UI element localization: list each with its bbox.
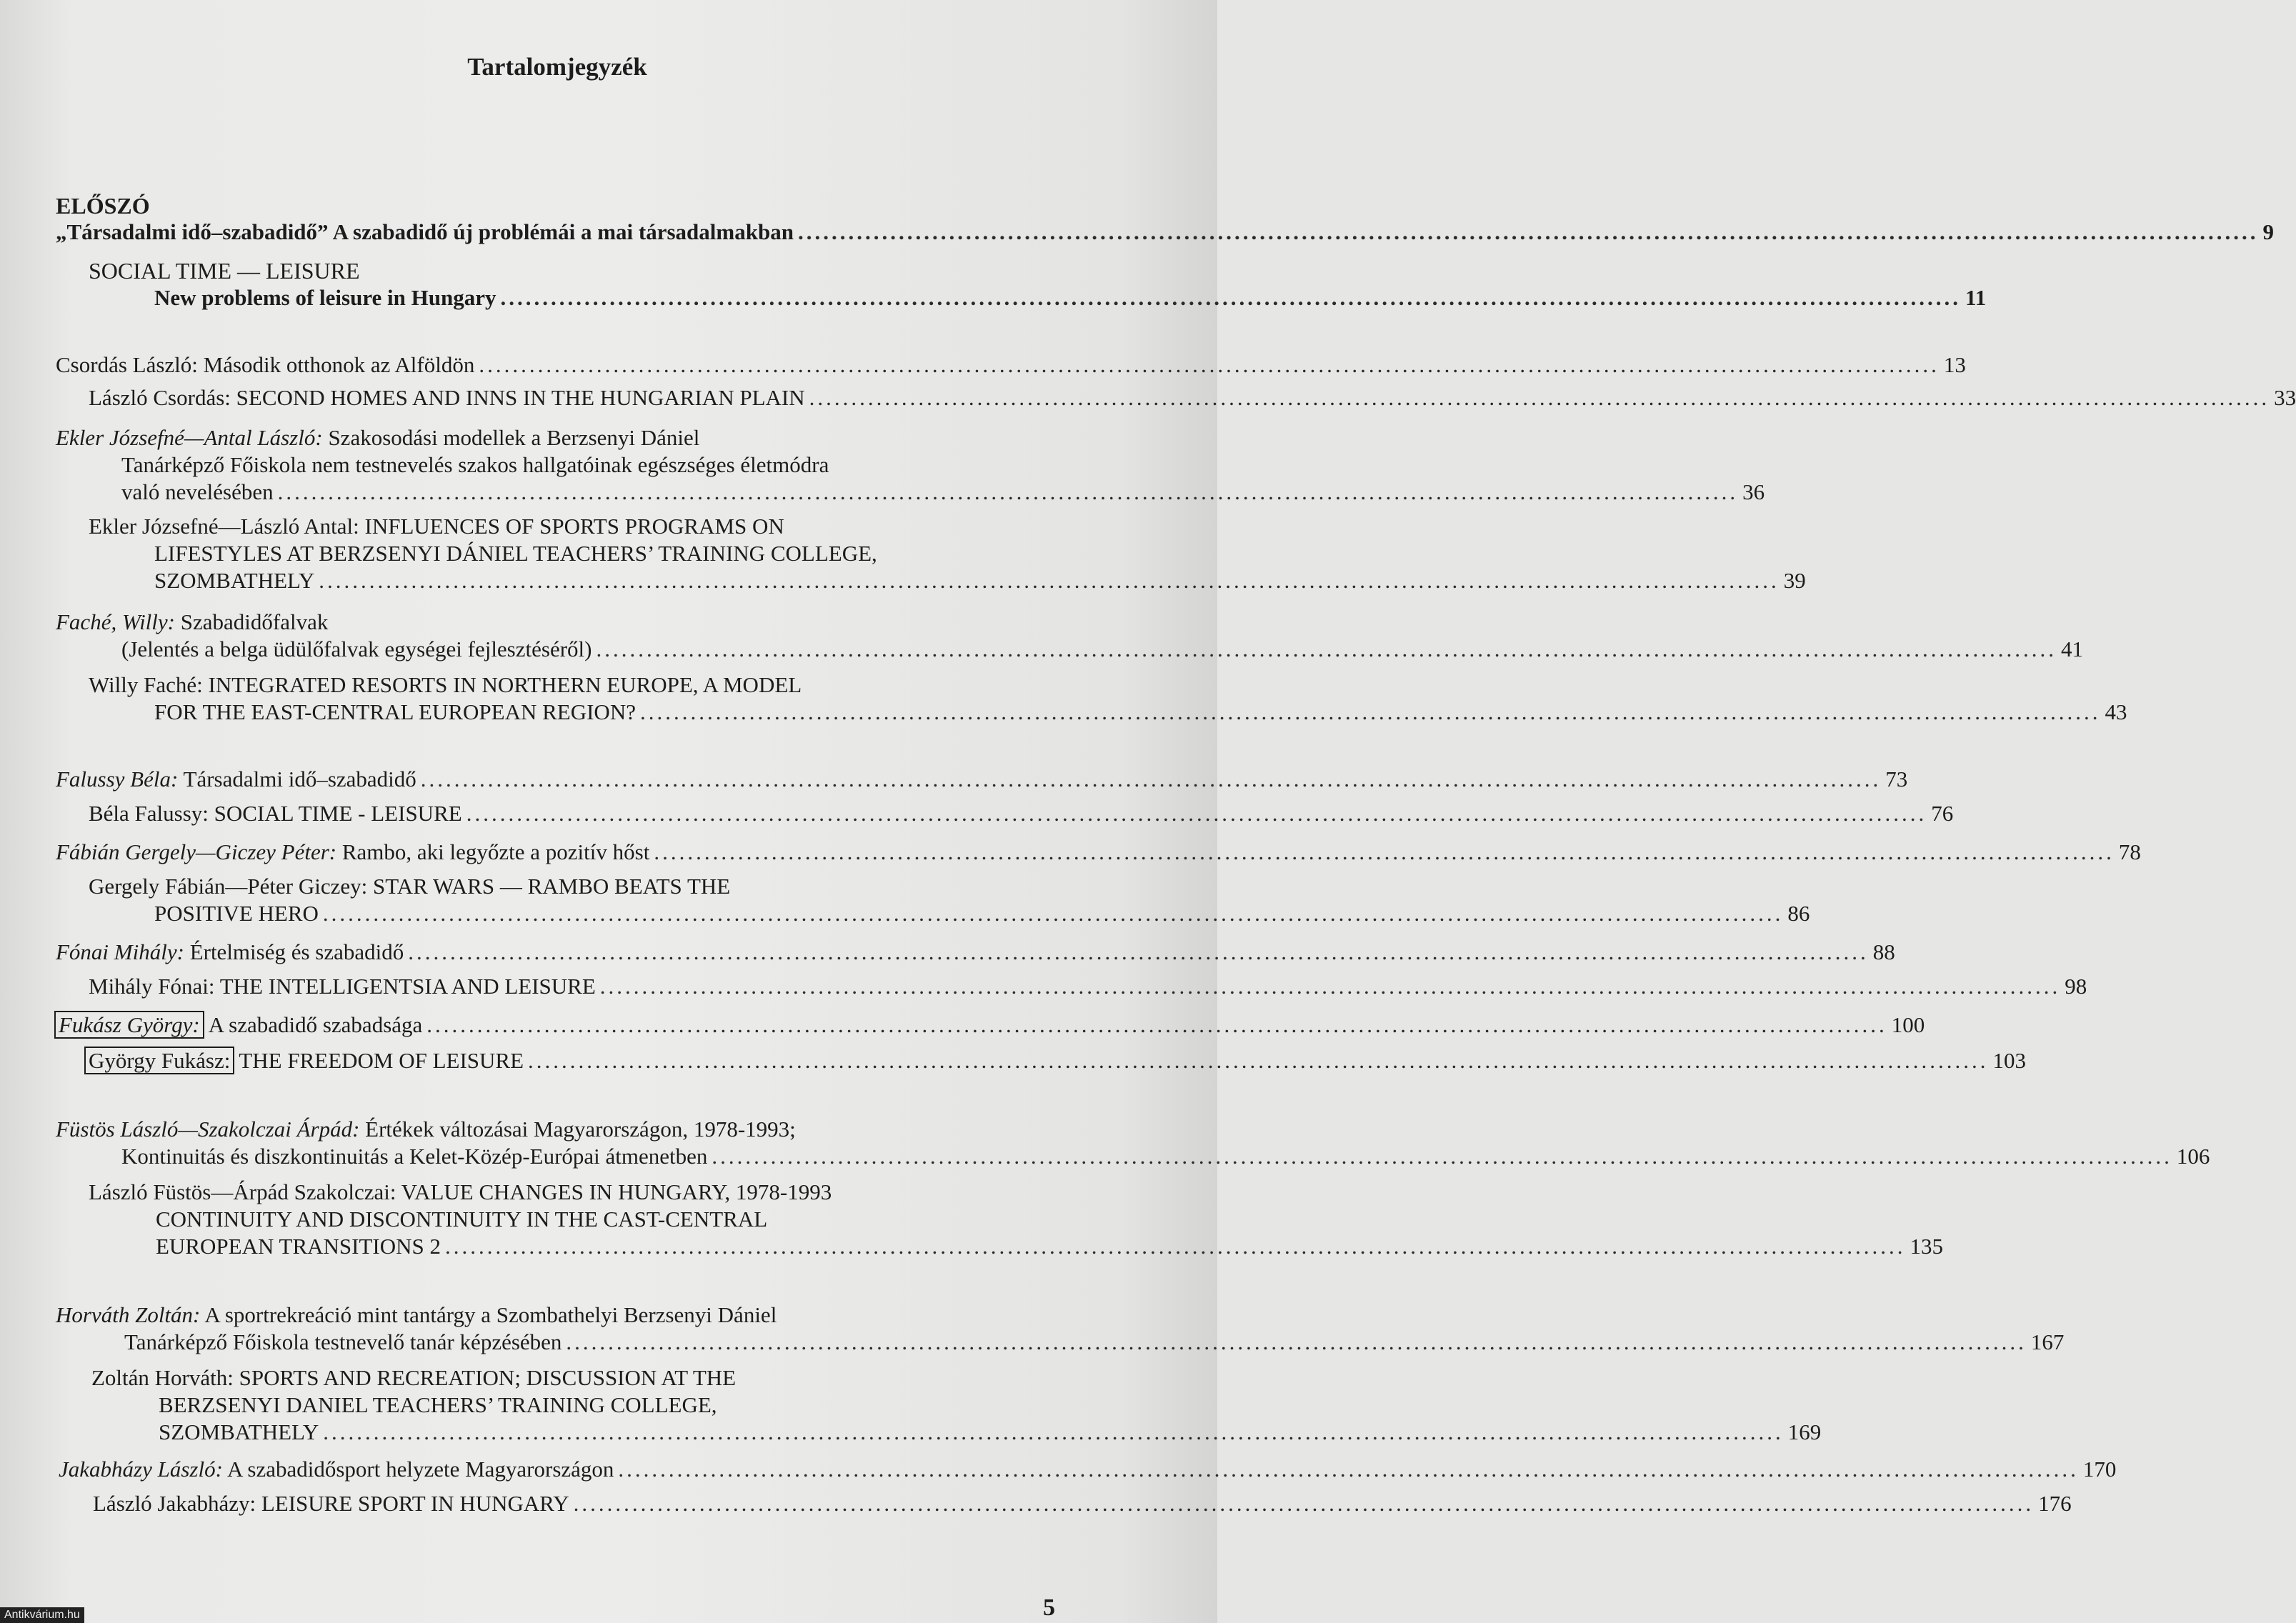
entry-author: László Füstös—Árpád Szakolczai: (89, 1179, 396, 1204)
entry-author: Csordás László: (56, 352, 198, 377)
toc-entry-fustos-hu: Füstös László—Szakolczai Árpád: Értékek változásai Magyarországon, 1978-1993; (56, 1117, 796, 1142)
toc-entry-fukasz-hu: Fukász György: A szabadidő szabadsága .............................................................................................................................................................................. 100 (54, 1012, 1024, 1039)
toc-entry-fustos-en-line3: EUROPEAN TRANSITIONS 2 .............................................................................................................................................................................. 135 (156, 1234, 1944, 1259)
toc-entry-fustos-en: László Füstös—Árpád Szakolczai: VALUE CHANGES IN HUNGARY, 1978-1993 (89, 1179, 832, 1204)
toc-entry-jakabhazy-en: László Jakabházy: LEISURE SPORT IN HUNGARY .............................................................................................................................................................................. 176 (93, 1491, 2072, 1516)
watermark-text: Antikvárium.hu (0, 1607, 84, 1623)
toc-entry-ekler-hu-line3: való nevelésében .............................................................................................................................................................................. 36 (121, 479, 1765, 504)
section-heading: ELŐSZÓ (56, 193, 150, 219)
toc-entry-horvath-en: Zoltán Horváth: SPORTS AND RECREATION; DISCUSSION AT THE (91, 1365, 737, 1390)
toc-entry-csordas-hu: Csordás László: Második otthonok az Alföldön .............................................................................................................................................................................. 13 (56, 352, 1966, 377)
toc-entry-fache-en-line2: FOR THE EAST-CENTRAL EUROPEAN REGION? .............................................................................................................................................................................. 43 (154, 699, 2127, 724)
toc-entry-ekler-hu-line2: Tanárképző Főiskola nem testnevelés szakos hallgatóinak egészséges életmódra (121, 452, 829, 477)
entry-author: Zoltán Horváth: (91, 1365, 234, 1390)
highlighted-author-box: Fukász György: (54, 1011, 204, 1039)
toc-entry-fache-hu-line2: (Jelentés a belga üdülőfalvak egységei fejlesztéséről) .............................................................................................................................................................................. 41 (121, 636, 2083, 661)
entry-author: Ekler Józsefné—László Antal: (89, 514, 359, 539)
entry-author: Faché, Willy: (56, 609, 175, 634)
highlighted-author-box: György Fukász: (84, 1047, 234, 1074)
toc-entry-horvath-hu: Horváth Zoltán: A sportrekreáció mint tantárgy a Szombathelyi Berzsenyi Dániel (56, 1302, 777, 1327)
page-number: 9 (2262, 219, 2274, 244)
toc-entry-preface-en-title: SOCIAL TIME — LEISURE (89, 258, 360, 284)
page-title: Tartalomjegyzék (467, 53, 647, 81)
toc-entry-fustos-en-line2: CONTINUITY AND DISCONTINUITY IN THE CAST-CENTRAL (156, 1207, 768, 1232)
toc-entry-fukasz-en: György Fukász: THE FREEDOM OF LEISURE .............................................................................................................................................................................. 103 (84, 1047, 1024, 1074)
toc-entry-fache-hu: Faché, Willy: Szabadidőfalvak (56, 609, 329, 634)
entry-author: Gergely Fábián—Péter Giczey: (89, 874, 368, 899)
toc-entry-preface-hu: „Társadalmi idő–szabadidő” A szabadidő új problémái a mai társadalmakban .............................................................................................................................................................................. 9 (56, 219, 2274, 244)
entry-author: László Csordás: (89, 385, 231, 410)
toc-entry-fustos-hu-line2: Kontinuitás és diszkontinuitás a Kelet-Közép-Európai átmenetben .............................................................................................................................................................................. 106 (121, 1144, 2210, 1169)
toc-entry-fache-en: Willy Faché: INTEGRATED RESORTS IN NORTHERN EUROPE, A MODEL (89, 672, 802, 697)
entry-author: Füstös László—Szakolczai Árpád: (56, 1117, 360, 1142)
entry-author: Fábián Gergely—Giczey Péter: (56, 839, 337, 864)
toc-entry-preface-en-subtitle: New problems of leisure in Hungary .............................................................................................................................................................................. 11 (154, 285, 1987, 310)
entry-author: Ekler Józsefné—Antal László: (56, 425, 323, 450)
entry-author: Willy Faché: (89, 672, 203, 697)
toc-entry-ekler-hu: Ekler Józsefné—Antal László: Szakosodási modellek a Berzsenyi Dániel (56, 425, 700, 450)
entry-author: Fónai Mihály: (56, 939, 184, 964)
toc-entry-ekler-en: Ekler Józsefné—László Antal: INFLUENCES OF SPORTS PROGRAMS ON (89, 514, 784, 539)
toc-entry-jakabhazy-hu: Jakabházy László: A szabadidősport helyzete Magyarországon .............................................................................................................................................................................. 170 (59, 1457, 2117, 1482)
entry-author: László Jakabházy: (93, 1491, 256, 1516)
entry-author: Jakabházy László: (59, 1457, 223, 1482)
entry-author: Falussy Béla: (56, 766, 179, 791)
page-number-footer: 5 (1043, 1594, 1055, 1621)
toc-entry-fabian-en: Gergely Fábián—Péter Giczey: STAR WARS — RAMBO BEATS THE (89, 874, 731, 899)
toc-entry-fabian-hu: Fábián Gergely—Giczey Péter: Rambo, aki legyőzte a pozitív hőst .............................................................................................................................................................................. 78 (56, 839, 2141, 864)
toc-entry-csordas-en: László Csordás: SECOND HOMES AND INNS IN THE HUNGARIAN PLAIN .............................................................................................................................................................................. 33 (89, 385, 2296, 410)
entry-author: Mihály Fónai: (89, 974, 215, 999)
toc-entry-fonai-hu: Fónai Mihály: Értelmiség és szabadidő .............................................................................................................................................................................. 88 (56, 939, 1895, 964)
toc-entry-horvath-hu-line2: Tanárképző Főiskola testnevelő tanár képzésében .............................................................................................................................................................................. 167 (124, 1329, 2065, 1354)
toc-entry-ekler-en-line3: SZOMBATHELY .............................................................................................................................................................................. 39 (154, 568, 1806, 593)
entry-author: Horváth Zoltán: (56, 1302, 201, 1327)
entry-author: Béla Falussy: (89, 801, 209, 826)
toc-entry-ekler-en-line2: LIFESTYLES AT BERZSENYI DÁNIEL TEACHERS’ TRAINING COLLEGE, (154, 541, 877, 566)
toc-entry-horvath-en-line2: BERZSENYI DANIEL TEACHERS’ TRAINING COLLEGE, (159, 1392, 717, 1417)
toc-entry-fonai-en: Mihály Fónai: THE INTELLIGENTSIA AND LEISURE .............................................................................................................................................................................. 98 (89, 974, 2087, 999)
toc-entry-fabian-en-line2: POSITIVE HERO .............................................................................................................................................................................. 86 (154, 901, 1810, 926)
toc-entry-falussy-hu: Falussy Béla: Társadalmi idő–szabadidő .............................................................................................................................................................................. 73 (56, 766, 1908, 791)
toc-entry-falussy-en: Béla Falussy: SOCIAL TIME - LEISURE .............................................................................................................................................................................. 76 (89, 801, 1954, 826)
leader-dots: .............................................................................................................................................................................. (797, 219, 2259, 244)
toc-entry-horvath-en-line3: SZOMBATHELY .............................................................................................................................................................................. 169 (159, 1419, 1822, 1444)
